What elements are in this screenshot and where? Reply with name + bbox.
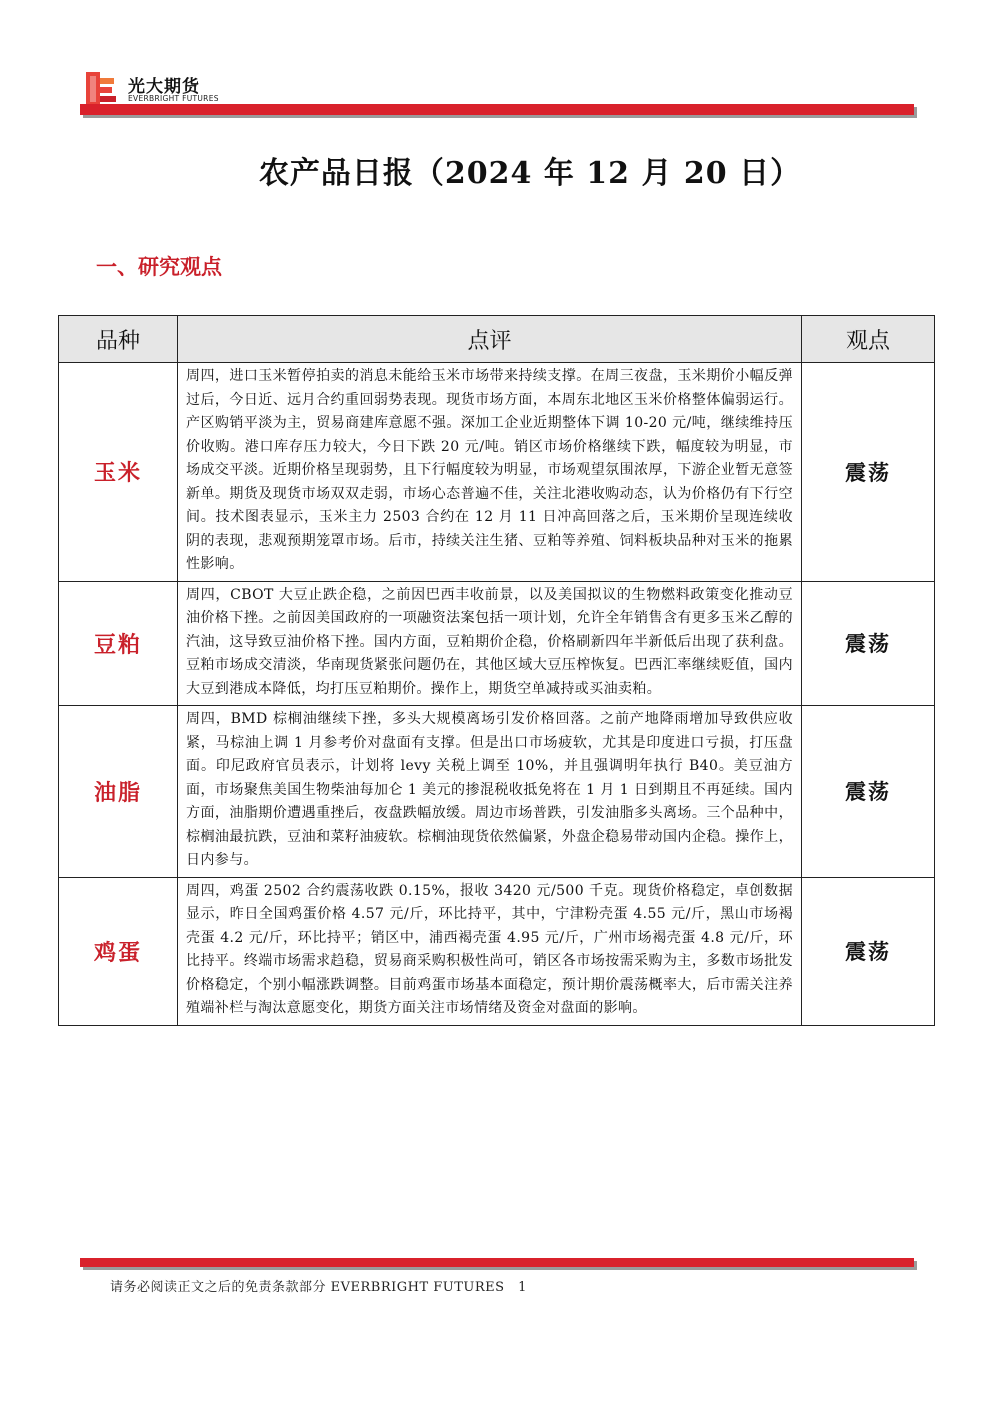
logo-chinese-text: 光大期货 — [128, 77, 200, 97]
variety-view: 震荡 — [802, 706, 935, 878]
report-title: 农产品日报（2024 年 12 月 20 日） — [258, 156, 802, 191]
variety-view: 震荡 — [802, 363, 935, 582]
variety-name: 豆粕 — [59, 581, 178, 706]
footer-disclaimer: 请务必阅读正文之后的免责条款部分 EVERBRIGHT FUTURES 1 — [110, 1280, 527, 1295]
research-view-table — [58, 315, 935, 1026]
table-row — [59, 581, 935, 706]
table-row — [59, 706, 935, 878]
table-row — [59, 363, 935, 582]
table-header-row — [59, 316, 935, 363]
variety-view: 震荡 — [802, 581, 935, 706]
footer-divider-bar — [80, 1258, 914, 1267]
column-header-comment: 点评 — [178, 316, 802, 363]
column-header-variety: 品种 — [59, 316, 178, 363]
variety-name: 玉米 — [59, 363, 178, 582]
everbright-logo-icon — [86, 72, 120, 106]
variety-comment: 周四，CBOT 大豆止跌企稳，之前因巴西丰收前景，以及美国拟议的生物燃料政策变化推动豆油价格下挫。之前因美国政府的一项融资法案包括一项计划，允许全年销售含有更多玉米乙醇的汽油，这导致豆油价格下挫。国内方面，豆粕期价企稳，价格刷新四年半新低后出现了获利盘。豆粕市场成交清淡，华南现货紧张问题仍在，其他区域大豆压榨恢复。巴西汇率继续贬值，国内大豆到港成本降低，均打压豆粕期价。操作上，期货空单减持或买油卖粕。 — [178, 581, 802, 706]
table-row — [59, 877, 935, 1025]
variety-comment: 周四，进口玉米暂停拍卖的消息未能给玉米市场带来持续支撑。在周三夜盘，玉米期价小幅反弹过后，今日近、远月合约重回弱势表现。现货市场方面，本周东北地区玉米价格整体偏弱运行。产区购销平淡为主，贸易商建库意愿不强。深加工企业近期整体下调 10-20 元/吨，继续维持压价收购。港口库存压力较大，今日下跌 20 元/吨。销区市场价格继续下跌，幅度较为明显，市场成交平淡。近期价格呈现弱势，且下行幅度较为明显，市场观望氛围浓厚，下游企业暂无意签新单。期货及现货市场双双走弱，市场心态普遍不佳，关注北港收购动态，认为价格仍有下行空间。技术图表显示，玉米主力 2503 合约在 12 月 11 日冲高回落之后，玉米期价呈现连续收阴的表现，悲观预期笼罩市场。后市，持续关注生猪、豆粕等养殖、饲料板块品种对玉米的拖累性影响。 — [178, 363, 802, 582]
variety-comment: 周四，鸡蛋 2502 合约震荡收跌 0.15%，报收 3420 元/500 千克。现货价格稳定，卓创数据显示，昨日全国鸡蛋价格 4.57 元/斤，环比持平，其中，宁津粉壳蛋 4.55 元/斤，黑山市场褐壳蛋 4.2 元/斤，环比持平；销区中，浦西褐壳蛋 4.95 元/斤，广州市场褐壳蛋 4.8 元/斤，环比持平。终端市场需求趋稳，贸易商采购积极性尚可，销区各市场按需采购为主，多数市场批发价格稳定，个别小幅涨跌调整。目前鸡蛋市场基本面稳定，预计期价震荡概率大，后市需关注养殖端补栏与淘汰意愿变化，期货方面关注市场情绪及资金对盘面的影响。 — [178, 877, 802, 1025]
logo-english-text: EVERBRIGHT FUTURES — [128, 94, 219, 103]
column-header-view: 观点 — [802, 316, 935, 363]
variety-view: 震荡 — [802, 877, 935, 1025]
variety-comment: 周四，BMD 棕榈油继续下挫，多头大规模离场引发价格回落。之前产地降雨增加导致供应收紧，马棕油上调 1 月参考价对盘面有支撑。但是出口市场疲软，尤其是印度进口亏损，打压盘面。印尼政府官员表示，计划将 levy 关税上调至 10%，并且强调明年执行 B40。美豆油方面，市场聚焦美国生物柴油每加仑 1 美元的掺混税收抵免将在 1 月 1 日到期且不再延续。国内方面，油脂期价遭遇重挫后，夜盘跌幅放缓。周边市场普跌，引发油脂多头离场。三个品种中，棕榈油最抗跌，豆油和菜籽油疲软。棕榈油现货依然偏紧，外盘企稳易带动国内企稳。操作上，日内参与。 — [178, 706, 802, 878]
section-heading: 一、研究观点 — [96, 254, 222, 279]
header-divider-bar — [80, 104, 914, 115]
variety-name: 鸡蛋 — [59, 877, 178, 1025]
variety-name: 油脂 — [59, 706, 178, 878]
